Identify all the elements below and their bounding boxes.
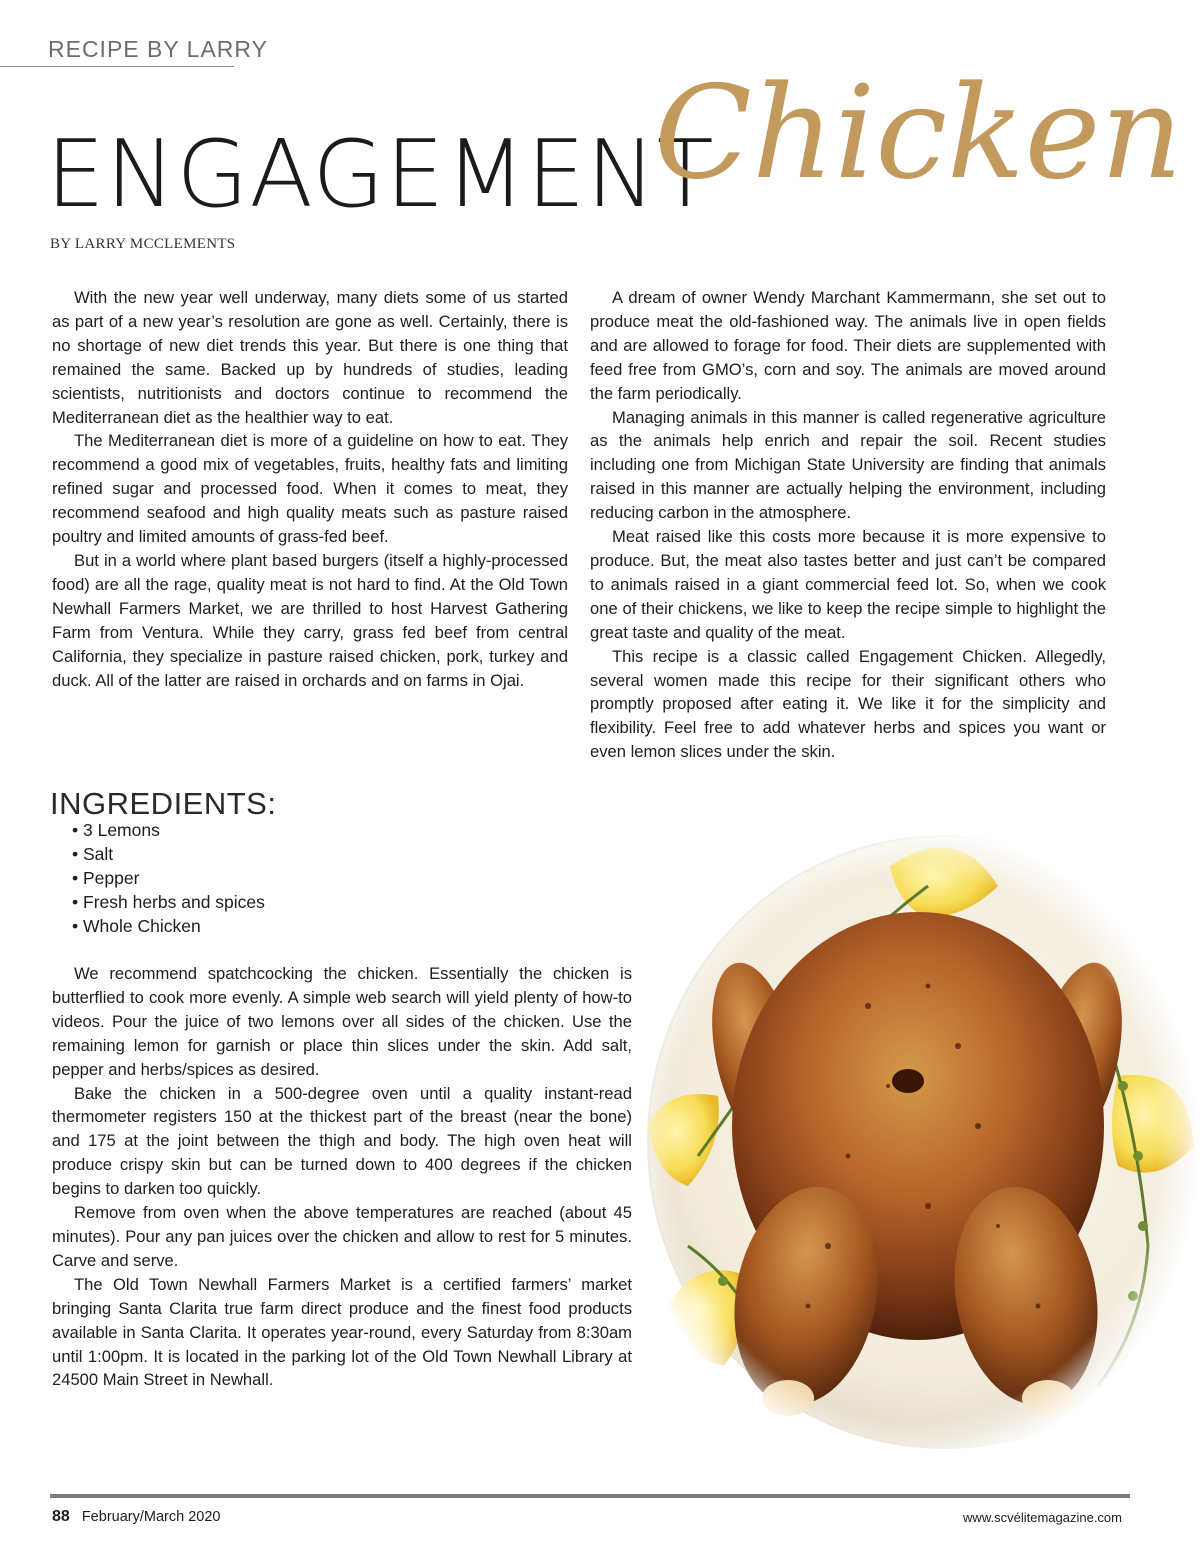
- intro-column-right: [590, 286, 1106, 764]
- issue-date: February/March 2020: [81, 1509, 221, 1525]
- ingredients-list: [72, 818, 265, 938]
- ingredient-item: • 3 Lemons: [72, 818, 265, 842]
- ingredient-item: • Pepper: [72, 866, 265, 890]
- paragraph: The Old Town Newhall Farmers Market is a certified farmers’ market bringing Santa Clarita true farm direct produce and the finest food products available in Santa Clarita. It operates year-round, every Saturday from 8:30am until 1:00pm. It is located in the parking lot of the Old Town Newhall Library at 24500 Main Street in Newhall.: [52, 1274, 632, 1390]
- byline: BY LARRY MCCLEMENTS: [50, 236, 236, 252]
- paragraph: We recommend spatchcocking the chicken. Essentially the chicken is butterflied to cook more evenly. A simple web search will yield plenty of how-to videos. Pour the juice of two lemons over all sides of the chicken. Use the remaining lemon for garnish or place thin slices under the skin. Add salt, pepper and herbs/spices as desired.: [52, 964, 632, 1079]
- intro-column-left: [52, 286, 568, 692]
- page-number: 88: [52, 1508, 70, 1525]
- title-main: ENGAGEMENT: [46, 120, 715, 228]
- paragraph: Remove from oven when the above temperatures are reached (about 45 minutes). Pour any pan juices over the chicken and allow to rest for 5 minutes. Carve and serve.: [52, 1203, 632, 1270]
- ingredient-item: • Whole Chicken: [72, 914, 265, 938]
- roast-chicken-photo: [628, 826, 1200, 1468]
- paragraph: A dream of owner Wendy Marchant Kammermann, she set out to produce meat the old-fashioned way. The animals live in open fields and are allowed to forage for food. Their diets are supplemented with feed free from GMO’s, corn and soy. The animals are moved around the farm periodically.: [590, 288, 1106, 403]
- footer-left: [52, 1508, 220, 1526]
- paragraph: Meat raised like this costs more because it is more expensive to produce. But, the meat also tastes better and just can’t be compared to animals raised in a giant commercial feed lot. So, when we cook one of their chickens, we like to keep the recipe simple to highlight the great taste and quality of the meat.: [590, 527, 1106, 642]
- paragraph: But in a world where plant based burgers (itself a highly-processed food) are all the rage, quality meat is not hard to find. At the Old Town Newhall Farmers Market, we are thrilled to host Harvest Gathering Farm from Ventura. While they carry, grass fed beef from central California, they specialize in pasture raised chicken, pork, turkey and duck. All of the latter are raised in orchards and on farms in Ojai.: [52, 550, 568, 690]
- section-tag: RECIPE BY LARRY: [48, 36, 268, 62]
- paragraph: This recipe is a classic called Engagement Chicken. Allegedly, several women made this recipe for their significant others who promptly proposed after eating it. We like it for the simplicity and flexibility. Feel free to add whatever herbs and spices you want or even lemon slices under the skin.: [590, 646, 1106, 762]
- ingredient-item: • Salt: [72, 842, 265, 866]
- paragraph: The Mediterranean diet is more of a guideline on how to eat. They recommend a good mix of vegetables, fruits, healthy fats and limiting refined sugar and processed food. When it comes to meat, they recommend seafood and high quality meats such as pasture raised poultry and limited amounts of grass-fed beef.: [52, 431, 568, 547]
- website-link[interactable]: www.scvélitemagazine.com: [963, 1510, 1122, 1525]
- title-script: Chicken: [654, 59, 1183, 208]
- section-rule: [0, 66, 234, 67]
- ingredients-heading: INGREDIENTS:: [50, 786, 277, 821]
- paragraph: Bake the chicken in a 500-degree oven until a quality instant-read thermometer registers 150 at the thickest part of the breast (near the bone) and 175 at the joint between the thigh and body. The high oven heat will produce crispy skin but can be turned down to 400 degrees if the chicken begins to darken too quickly.: [52, 1083, 632, 1199]
- paragraph: Managing animals in this manner is called regenerative agriculture as the animals help enrich and repair the soil. Recent studies including one from Michigan State University are finding that animals raised in this manner are actually helping the environment, including reducing carbon in the atmosphere.: [590, 407, 1106, 523]
- ingredient-item: • Fresh herbs and spices: [72, 890, 265, 914]
- footer-rule: [50, 1494, 1130, 1498]
- paragraph: With the new year well underway, many diets some of us started as part of a new year’s resolution are gone as well. Certainly, there is no shortage of new diet trends this year. But there is one thing that remained the same. Backed up by hundreds of studies, leading scientists, nutritionists and doctors continue to recommend the Mediterranean diet as the healthier way to eat.: [52, 288, 568, 427]
- method-text: [52, 962, 632, 1392]
